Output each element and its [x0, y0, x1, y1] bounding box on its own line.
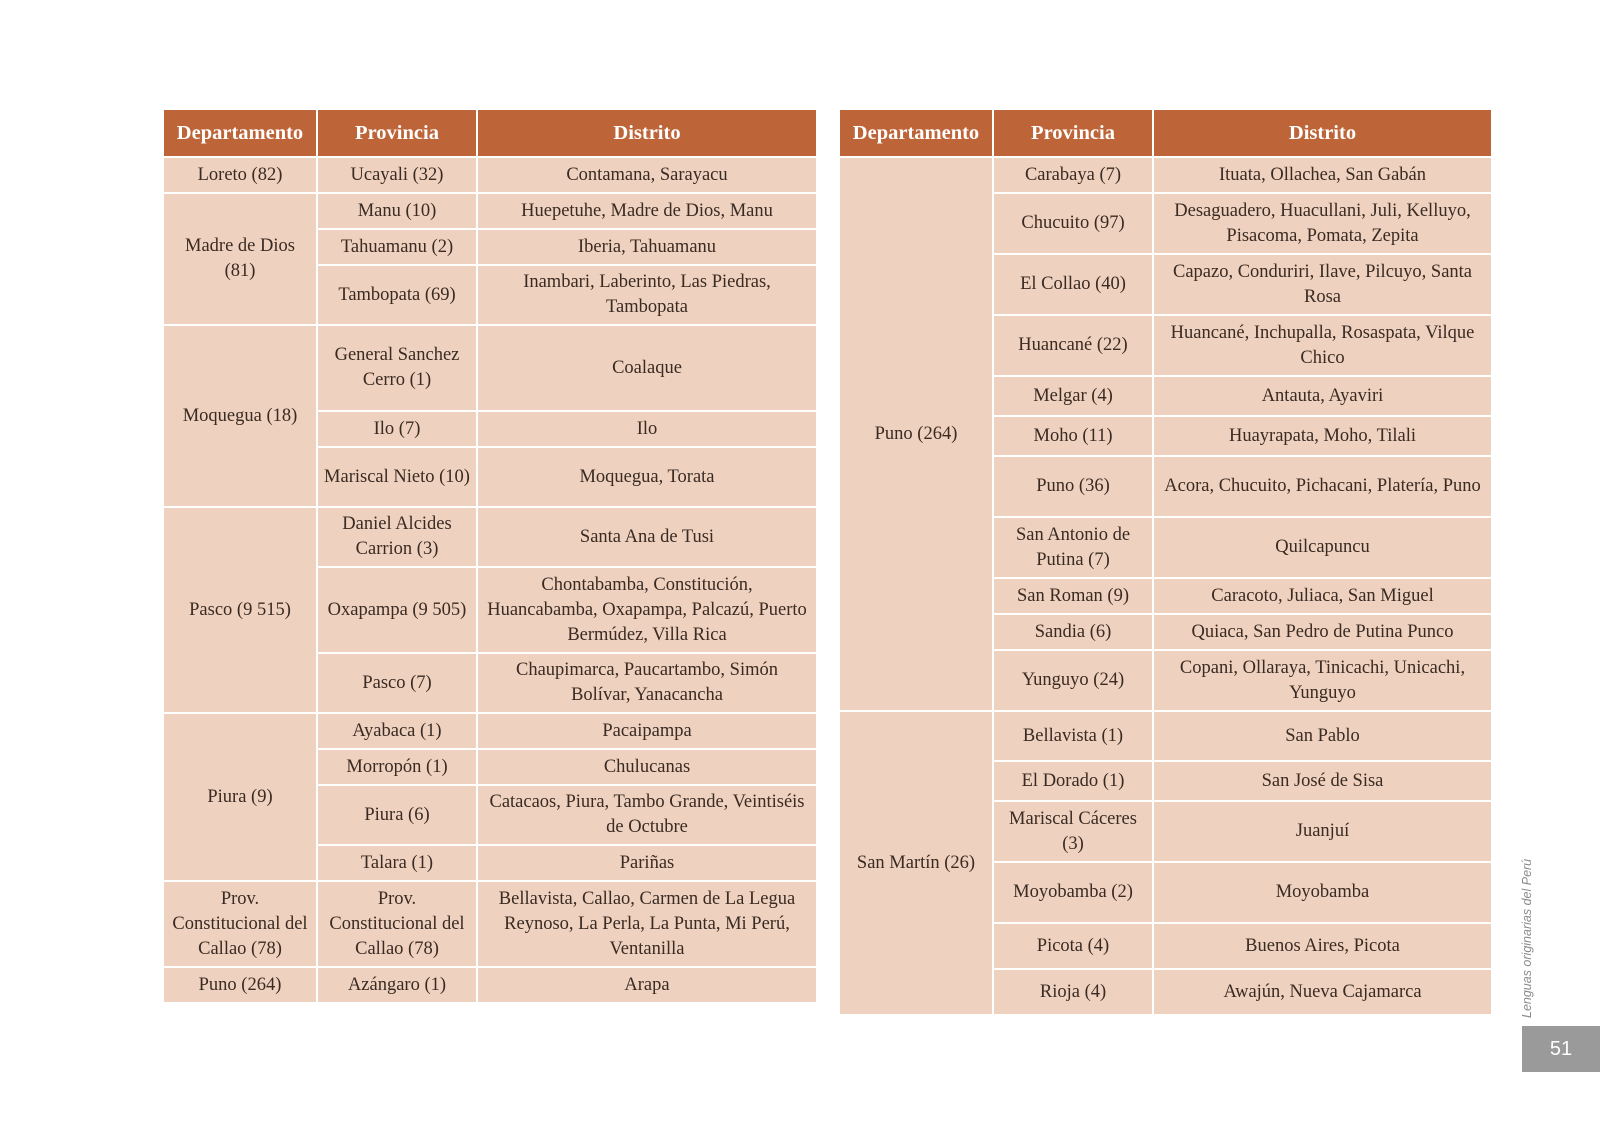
table-row: [163, 507, 817, 567]
dist-cell: Chaupimarca, Paucartambo, Simón Bolívar, Yanacancha: [477, 653, 817, 713]
dist-cell: Arapa: [477, 967, 817, 1003]
prov-cell: Ucayali (32): [317, 157, 477, 193]
dist-cell: Bellavista, Callao, Carmen de La Legua Reynoso, La Perla, La Punta, Mi Perú, Ventanilla: [477, 881, 817, 967]
dist-cell: Caracoto, Juliaca, San Miguel: [1153, 578, 1492, 614]
dist-cell: Huayrapata, Moho, Tilali: [1153, 416, 1492, 456]
prov-cell: Oxapampa (9 505): [317, 567, 477, 653]
table-header-row: [839, 109, 1492, 157]
header-distrito: Distrito: [477, 109, 817, 157]
prov-cell: El Dorado (1): [993, 761, 1153, 801]
prov-cell: El Collao (40): [993, 254, 1153, 315]
dep-cell: Prov. Constitucional del Callao (78): [163, 881, 317, 967]
dist-cell: Chontabamba, Constitución, Huancabamba, Oxapampa, Palcazú, Puerto Bermúdez, Villa Rica: [477, 567, 817, 653]
dist-cell: Buenos Aires, Picota: [1153, 923, 1492, 969]
dist-cell: Iberia, Tahuamanu: [477, 229, 817, 265]
header-departamento: Departamento: [163, 109, 317, 157]
page-number-label: 51: [1549, 1037, 1573, 1060]
prov-cell: Bellavista (1): [993, 711, 1153, 761]
table-row: [163, 713, 817, 749]
table-row: [839, 711, 1492, 761]
dist-cell: Coalaque: [477, 325, 817, 411]
prov-cell: Azángaro (1): [317, 967, 477, 1003]
prov-cell: Mariscal Nieto (10): [317, 447, 477, 507]
prov-cell: Pasco (7): [317, 653, 477, 713]
dep-cell: Madre de Dios (81): [163, 193, 317, 325]
prov-cell: Chucuito (97): [993, 193, 1153, 254]
prov-cell: Rioja (4): [993, 969, 1153, 1015]
dist-cell: Capazo, Conduriri, Ilave, Pilcuyo, Santa Rosa: [1153, 254, 1492, 315]
prov-cell: Huancané (22): [993, 315, 1153, 376]
table-header-row: [163, 109, 817, 157]
prov-cell: Tambopata (69): [317, 265, 477, 325]
dist-cell: Quilcapuncu: [1153, 517, 1492, 578]
dist-cell: Copani, Ollaraya, Tinicachi, Unicachi, Yunguyo: [1153, 650, 1492, 711]
side-caption: Lenguas originarias del Perú: [1520, 858, 1534, 1018]
dist-cell: Antauta, Ayaviri: [1153, 376, 1492, 416]
dist-cell: Quiaca, San Pedro de Putina Punco: [1153, 614, 1492, 650]
dep-cell: San Martín (26): [839, 711, 993, 1015]
header-provincia: Provincia: [317, 109, 477, 157]
prov-cell: Morropón (1): [317, 749, 477, 785]
dist-cell: Desaguadero, Huacullani, Juli, Kelluyo, Pisacoma, Pomata, Zepita: [1153, 193, 1492, 254]
prov-cell: Talara (1): [317, 845, 477, 881]
dist-cell: Huepetuhe, Madre de Dios, Manu: [477, 193, 817, 229]
table-row: [163, 881, 817, 967]
prov-cell: Manu (10): [317, 193, 477, 229]
prov-cell: Yunguyo (24): [993, 650, 1153, 711]
dist-cell: Awajún, Nueva Cajamarca: [1153, 969, 1492, 1015]
prov-cell: Moho (11): [993, 416, 1153, 456]
prov-cell: Moyobamba (2): [993, 862, 1153, 923]
prov-cell: Mariscal Cáceres (3): [993, 801, 1153, 862]
prov-cell: Puno (36): [993, 456, 1153, 517]
prov-cell: San Antonio de Putina (7): [993, 517, 1153, 578]
prov-cell: San Roman (9): [993, 578, 1153, 614]
dep-cell: Piura (9): [163, 713, 317, 881]
prov-cell: Tahuamanu (2): [317, 229, 477, 265]
prov-cell: Picota (4): [993, 923, 1153, 969]
dep-cell: Puno (264): [839, 157, 993, 711]
prov-cell: Melgar (4): [993, 376, 1153, 416]
table-row: [839, 157, 1492, 193]
dep-cell: Pasco (9 515): [163, 507, 317, 713]
dep-cell: Puno (264): [163, 967, 317, 1003]
dist-cell: Pacaipampa: [477, 713, 817, 749]
prov-cell: Ayabaca (1): [317, 713, 477, 749]
table-right: [838, 108, 1493, 1016]
dist-cell: San Pablo: [1153, 711, 1492, 761]
prov-cell: General Sanchez Cerro (1): [317, 325, 477, 411]
prov-cell: Carabaya (7): [993, 157, 1153, 193]
dist-cell: San José de Sisa: [1153, 761, 1492, 801]
dist-cell: Chulucanas: [477, 749, 817, 785]
dist-cell: Pariñas: [477, 845, 817, 881]
table-row: [163, 193, 817, 229]
dist-cell: Ituata, Ollachea, San Gabán: [1153, 157, 1492, 193]
dep-cell: Loreto (82): [163, 157, 317, 193]
prov-cell: Sandia (6): [993, 614, 1153, 650]
dist-cell: Catacaos, Piura, Tambo Grande, Veintiséis de Octubre: [477, 785, 817, 845]
table-row: [163, 157, 817, 193]
dist-cell: Contamana, Sarayacu: [477, 157, 817, 193]
dist-cell: Acora, Chucuito, Pichacani, Platería, Puno: [1153, 456, 1492, 517]
dist-cell: Ilo: [477, 411, 817, 447]
dist-cell: Moyobamba: [1153, 862, 1492, 923]
prov-cell: Piura (6): [317, 785, 477, 845]
prov-cell: Prov. Constitucional del Callao (78): [317, 881, 477, 967]
dist-cell: Moquegua, Torata: [477, 447, 817, 507]
dep-cell: Moquegua (18): [163, 325, 317, 507]
table-left: [162, 108, 818, 1004]
dist-cell: Santa Ana de Tusi: [477, 507, 817, 567]
header-departamento: Departamento: [839, 109, 993, 157]
header-distrito: Distrito: [1153, 109, 1492, 157]
prov-cell: Daniel Alcides Carrion (3): [317, 507, 477, 567]
dist-cell: Inambari, Laberinto, Las Piedras, Tambopata: [477, 265, 817, 325]
dist-cell: Huancané, Inchupalla, Rosaspata, Vilque Chico: [1153, 315, 1492, 376]
table-row: [163, 967, 817, 1003]
header-provincia: Provincia: [993, 109, 1153, 157]
dist-cell: Juanjuí: [1153, 801, 1492, 862]
page-number: [1522, 1026, 1600, 1072]
prov-cell: Ilo (7): [317, 411, 477, 447]
table-row: [163, 325, 817, 411]
